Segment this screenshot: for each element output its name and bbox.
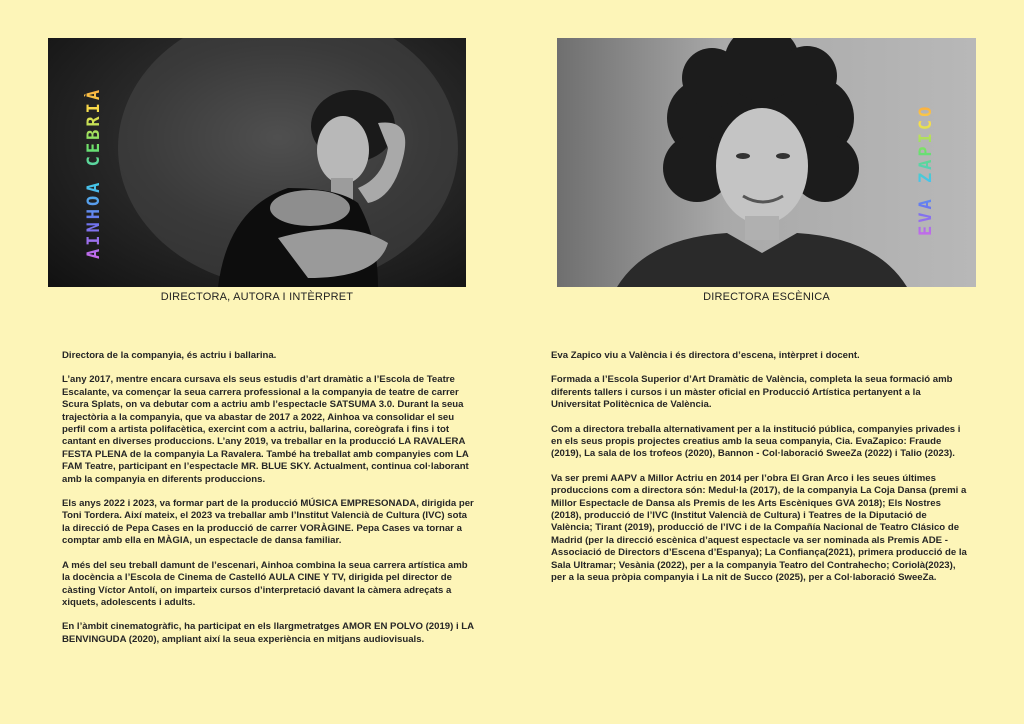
bio-paragraph: L’any 2017, mentre encara cursava els seus estudis d’art dramàtic a l’Escola de Teatre Escalante, va començar la seua carrera professional a la companyia de teatre de carrer Scura Splats, on va debutar com a actriu amb l’espectacle SATSUMA 3.0. Durant la seua trajectòria a la companyia, que va abastar de 2017 a 2022, Ainhoa va consolidar el seu perfil com a artista polifacètica, exercint com a actriu, ballarina, coreògrafa i fins i tot cantant en diverses produccions. L’any 2019, va treballar en la producció LA RAVALERA FESTA PLENA de la companyia La Ravalera. També ha treballat amb companyies com LA FAM Teatre, participant en l’espectacle MR. BLUE SKY. Actualment, continua col·laborant amb la companyia en diferents produccions.	[62, 374, 469, 485]
bio-paragraph: Directora de la companyia, és actriu i ballarina.	[62, 350, 277, 361]
bio-paragraph: En l’àmbit cinematogràfic, ha participat en els llargmetratges AMOR EN POLVO (2019) i LA BENVINGUDA (2020), ampliant així la seua experiència en mitjans audiovisuals.	[62, 621, 474, 645]
portrait-photo-ainhoa	[48, 38, 466, 287]
portrait-photo-eva	[557, 38, 976, 287]
bio-paragraph: A més del seu treball damunt de l’escenari, Ainhoa combina la seua carrera artística amb la docència a l’Escola de Cinema de Castelló AULA CINE Y TV, dirigida pel director de càsting Víctor Antolí, on imparteix cursos d’interpretació davant la càmera adreçats a xiquets, adolescents i adults.	[62, 559, 468, 608]
bio-paragraph: Eva Zapico viu a València i és directora d’escena, intèrpret i docent.	[551, 350, 860, 361]
bio-paragraph: Com a directora treballa alternativament per a la institució pública, companyies privades i en els seus propis projectes creatius amb la seua companyia, Cia. EvaZapico: Fraude (2019), La sala de los trofeos (2020), Bannon - Col·laboració SweeZa (2022) i Talio (2023).	[551, 423, 961, 460]
bio-ainhoa	[62, 350, 474, 658]
name-artwork-ainhoa: AINHOA CEBRIÀ	[84, 74, 104, 259]
portrait-illustration-right	[557, 38, 976, 287]
name-artwork-eva: EVA ZAPICO	[916, 96, 936, 236]
bio-paragraph: Formada a l’Escola Superior d’Art Dramàtic de València, completa la seua formació amb diferents tallers i cursos i un màster oficial en Producció Artística pertanyent a la Universitat Politècnica de València.	[551, 374, 953, 411]
bio-paragraph: Va ser premi AAPV a Millor Actriu en 2014 per l’obra El Gran Arco i les seues últimes produccions com a directora són: Medul·la (2017), de la companyia La Coja Dansa (premi a Millor Espectacle de Dansa als Premis de les Arts Escèniques GVA 2018); Els Nostres (2018), producció de l’IVC (Institut Valencià de Cultura) i Teatres de la Diputació de València; Tirant (2019), producció de l’IVC i de la Compañía Nacional de Teatro Clásico de Madrid (per la direcció escènica d’aquest espectacle va ser nominada als Premis ADE - Associació de Directors d’Escena d’Espanya); La Confiança(2021), primera producció de la Sala Ultramar; Vesània (2022), per a la companyia Teatro del Contrahecho; Coriolà(2023), per a la seua pròpia companyia i La nit de Succo (2025), per a Col·laboració SweeZa.	[551, 472, 967, 584]
portrait-illustration-left	[48, 38, 466, 287]
bio-eva	[551, 350, 969, 597]
bio-paragraph: Els anys 2022 i 2023, va formar part de la producció MÚSICA EMPRESONADA, dirigida per Toni Tordera. Així mateix, el 2023 va treballar amb l’Institut Valencià de Cultura (IVC) sota la direcció de Pepa Cases en la producció de carrer VORÀGINE. Pepa Cases va tornar a comptar amb ella en MÀGIA, un espectacle de dansa familiar.	[62, 498, 474, 547]
caption-role-ainhoa: DIRECTORA, AUTORA I INTÈRPRET	[160, 291, 354, 303]
caption-role-eva: DIRECTORA ESCÈNICA	[703, 291, 830, 303]
